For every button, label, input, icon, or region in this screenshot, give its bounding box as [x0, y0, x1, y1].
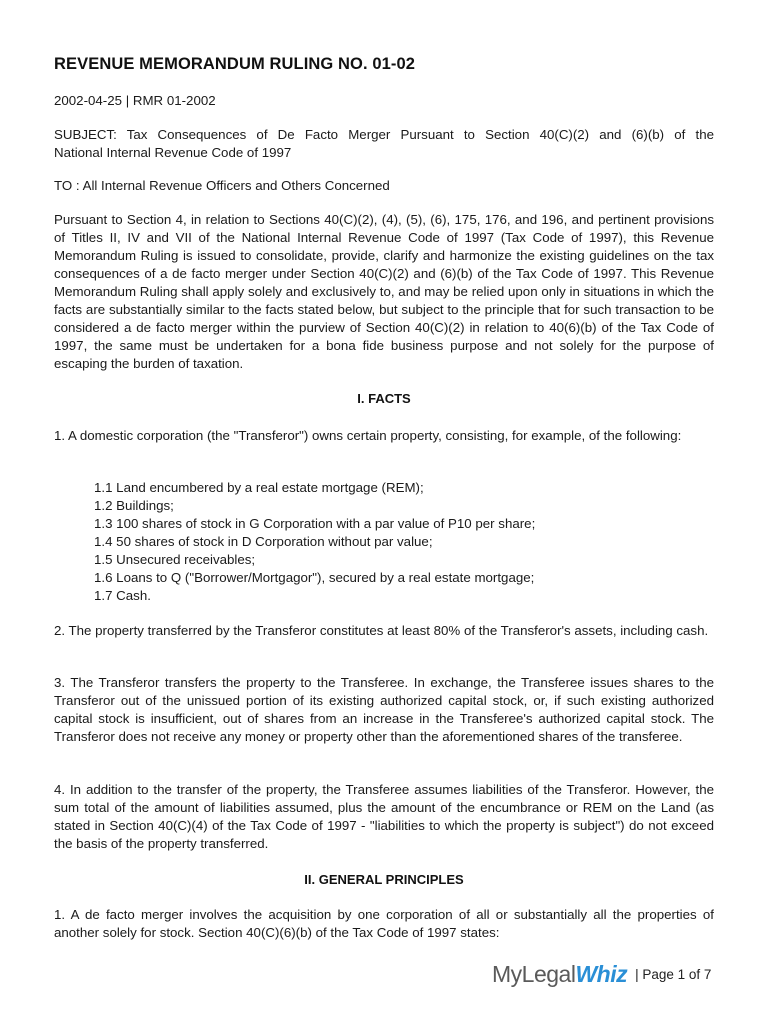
document-title: REVENUE MEMORANDUM RULING NO. 01-02: [54, 55, 416, 73]
subject-line-1: SUBJECT: Tax Consequences of De Facto Merger Pursuant to Section 40(C)(2) and (6)(b) of the: [54, 127, 714, 142]
fact-1: 1. A domestic corporation (the "Transferor") owns certain property, consisting, for example, of the following:: [54, 428, 682, 443]
list-item: 1.3 100 shares of stock in G Corporation with a par value of P10 per share;: [94, 516, 536, 531]
principle-1: 1. A de facto merger involves the acquisition by one corporation of all or substantially all the properties of another solely for stock. Section 40(C)(6)(b) of the Tax Code of 1997 states:: [54, 907, 714, 940]
logo-legal: Legal: [521, 960, 576, 987]
fact-3: 3. The Transferor transfers the property to the Transferee. In exchange, the Transferee issues shares to the Transferor out of the unissued portion of its existing authorized capital stock, or, if such existing authorized capital stock is insufficient, out of shares from an increase in the Transferee's authorized capital stock. The Transferor does not receive any money or property other than the aforementioned shares of the transferee.: [54, 675, 714, 744]
logo-my: My: [492, 960, 522, 987]
list-item: 1.4 50 shares of stock in D Corporation without par value;: [94, 534, 433, 549]
fact-2: 2. The property transferred by the Transferor constitutes at least 80% of the Transferor's assets, including cash.: [54, 623, 709, 638]
page-footer: [492, 956, 711, 992]
subject-line-2: National Internal Revenue Code of 1997: [54, 145, 292, 160]
mylegalwhiz-logo: [492, 961, 627, 988]
list-item: 1.1 Land encumbered by a real estate mortgage (REM);: [94, 480, 424, 495]
list-item: 1.6 Loans to Q ("Borrower/Mortgagor"), secured by a real estate mortgage;: [94, 570, 535, 585]
subject: [54, 126, 714, 162]
intro-paragraph: Pursuant to Section 4, in relation to Sections 40(C)(2), (4), (5), (6), 175, 176, and 196, and pertinent provisions of Titles II, IV and VII of the National Internal Revenue Code of 1997 (Tax Code of 1997), this Revenue Memorandum Ruling is issued to consolidate, provide, clarify and harmonize the existing guidelines on the tax consequences of a de facto merger under Section 40(C)(2) and (6)(b) of the Tax Code of 1997. This Revenue Memorandum Ruling shall apply solely and exclusively to, and may be relied upon only in situations in which the facts are substantially similar to the facts stated below, but subject to the principle that for such transaction to be considered a de facto merger within the purview of Section 40(C)(2) in relation to 40(6)(b) of the Tax Code of 1997, the same must be undertaken for a bona fide business purpose and not solely for the purpose of escaping the burden of taxation.: [54, 212, 714, 371]
section-heading-facts: I. FACTS: [357, 391, 411, 406]
to-line: TO : All Internal Revenue Officers and Others Concerned: [54, 178, 390, 193]
section-heading-principles: II. GENERAL PRINCIPLES: [304, 872, 464, 887]
date-line: 2002-04-25 | RMR 01-2002: [54, 93, 216, 108]
list-item: 1.5 Unsecured receivables;: [94, 552, 256, 567]
page-number: | Page 1 of 7: [635, 966, 712, 982]
fact-4: 4. In addition to the transfer of the property, the Transferee assumes liabilities of the Transferor. However, the sum total of the amount of liabilities assumed, plus the amount of the encumbrance or REM on the Land (as stated in Section 40(C)(4) of the Tax Code of 1997 - "liabilities to which the property is subject") do not exceed the basis of the property transferred.: [54, 782, 714, 851]
list-item: 1.7 Cash.: [94, 588, 151, 603]
logo-whiz: Whiz: [575, 960, 628, 987]
property-list: [94, 479, 535, 605]
list-item: 1.2 Buildings;: [94, 498, 174, 513]
